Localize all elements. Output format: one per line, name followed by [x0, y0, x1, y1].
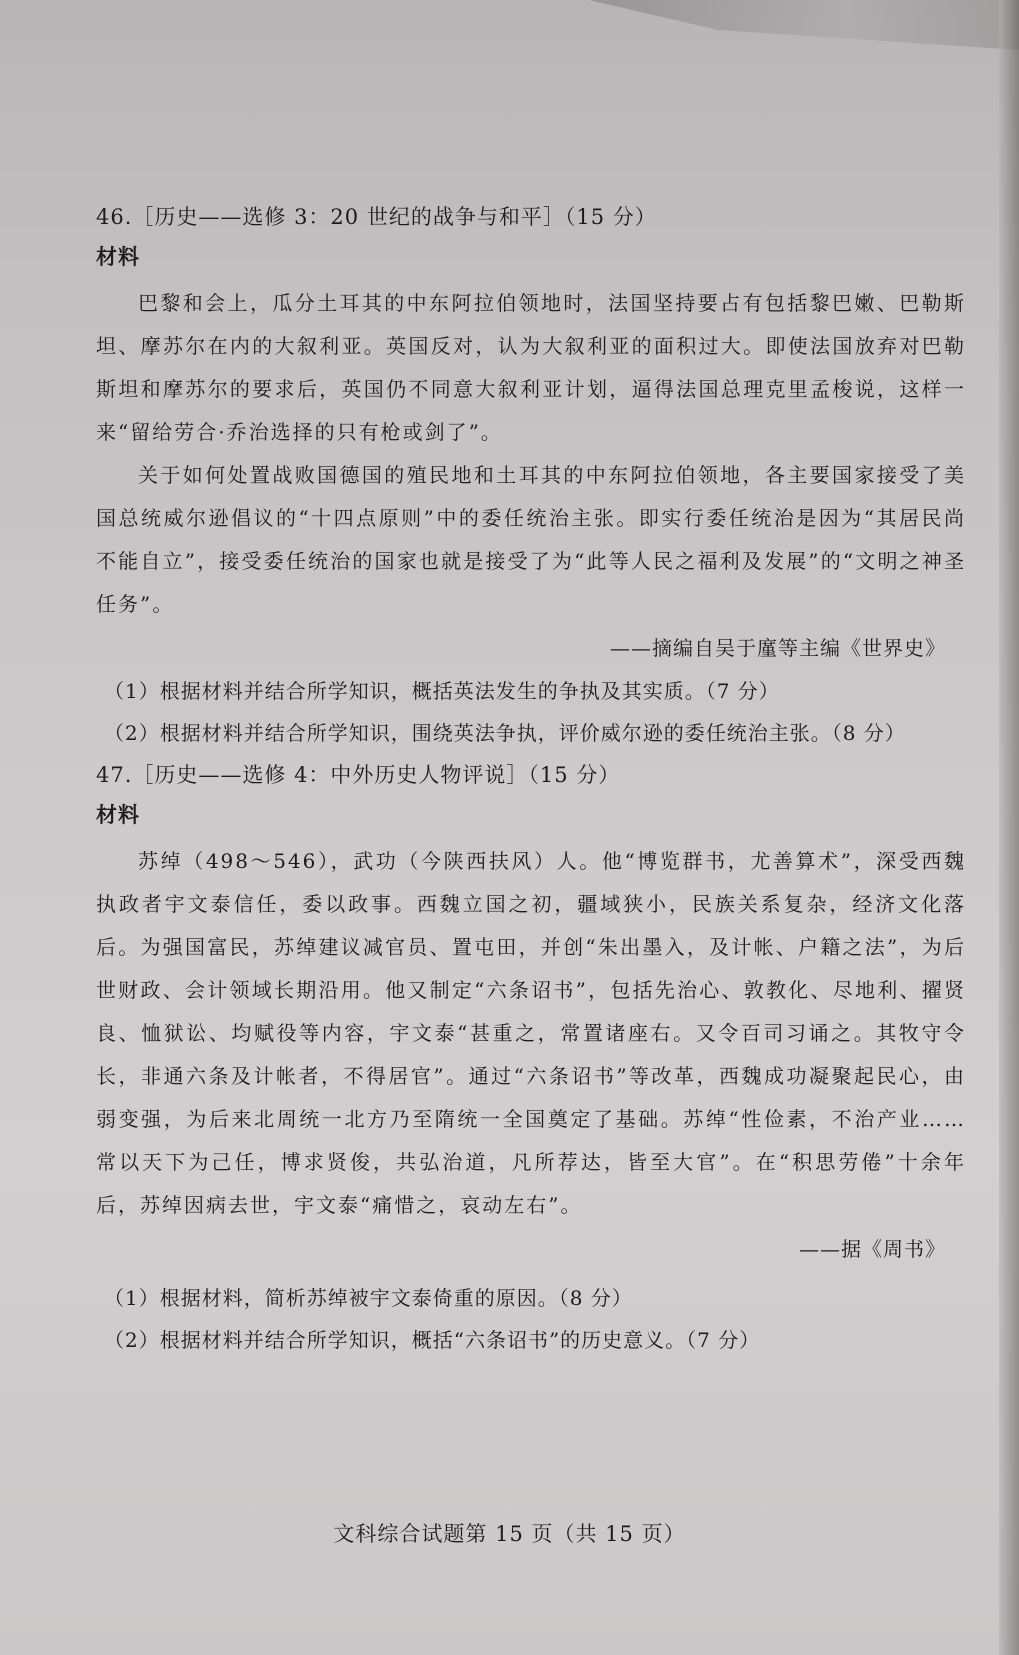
q47-material-label: 材料	[96, 802, 140, 827]
exam-content	[96, 196, 966, 1361]
q46-source: ——摘编自吴于廑等主编《世界史》	[610, 636, 946, 660]
page-footer: 文科综合试题第 15 页（共 15 页）	[333, 1522, 686, 1546]
q47-subquestion-1: （1）根据材料，简析苏绰被宇文泰倚重的原因。（8 分）	[104, 1286, 633, 1310]
q46-paragraph-1: 巴黎和会上，瓜分土耳其的中东阿拉伯领地时，法国坚持要占有包括黎巴嫩、巴勒斯坦、摩苏尔在内的大叙利亚。英国反对，认为大叙利亚的面积过大。即使法国放弃对巴勒斯坦和摩苏尔的要求后，英国仍不同意大叙利亚计划，逼得法国总理克里孟梭说，这样一来“留给劳合·乔治选择的只有枪或剑了”。	[96, 291, 966, 444]
q47-subquestion-2: （2）根据材料并结合所学知识，概括“六条诏书”的历史意义。（7 分）	[104, 1328, 761, 1352]
q47-source: ——据《周书》	[799, 1237, 946, 1261]
q47-paragraph: 苏绰（498～546），武功（今陕西扶风）人。他“博览群书，尤善算术”，深受西魏执政者宇文泰信任，委以政事。西魏立国之初，疆域狭小，民族关系复杂，经济文化落后。为强国富民，苏绰建议减官员、置屯田，并创“朱出墨入，及计帐、户籍之法”，为后世财政、会计领域长期沿用。他又制定“六条诏书”，包括先治心、敦教化、尽地利、擢贤良、恤狱讼、均赋役等内容，宇文泰“甚重之，常置诸座右。又令百司习诵之。其牧守令长，非通六条及计帐者，不得居官”。通过“六条诏书”等改革，西魏成功凝聚起民心，由弱变强，为后来北周统一北方乃至隋统一全国奠定了基础。苏绰“性俭素，不治产业……常以天下为己任，博求贤俊，共弘治道，凡所荐达，皆至大官”。在“积思劳倦”十余年后，苏绰因病去世，宇文泰“痛惜之，哀动左右”。	[96, 849, 966, 1217]
q46-subquestion-2: （2）根据材料并结合所学知识，围绕英法争执，评价威尔逊的委任统治主张。（8 分）	[104, 721, 906, 745]
q47-heading: 47.［历史——选修 4：中外历史人物评说］（15 分）	[96, 763, 621, 787]
q46-paragraph-2: 关于如何处置战败国德国的殖民地和土耳其的中东阿拉伯领地，各主要国家接受了美国总统威尔逊倡议的“十四点原则”中的委任统治主张。即实行委任统治是因为“其居民尚不能自立”，接受委任统治的国家也就是接受了为“此等人民之福利及发展”的“文明之神圣任务”。	[96, 463, 966, 616]
q46-subquestion-1: （1）根据材料并结合所学知识，概括英法发生的争执及其实质。（7 分）	[104, 679, 780, 703]
page-edge-shadow	[999, 0, 1019, 1655]
q46-heading: 46.［历史——选修 3：20 世纪的战争与和平］（15 分）	[96, 205, 657, 229]
q46-material-label: 材料	[96, 244, 140, 269]
background-corner	[589, 0, 1019, 50]
